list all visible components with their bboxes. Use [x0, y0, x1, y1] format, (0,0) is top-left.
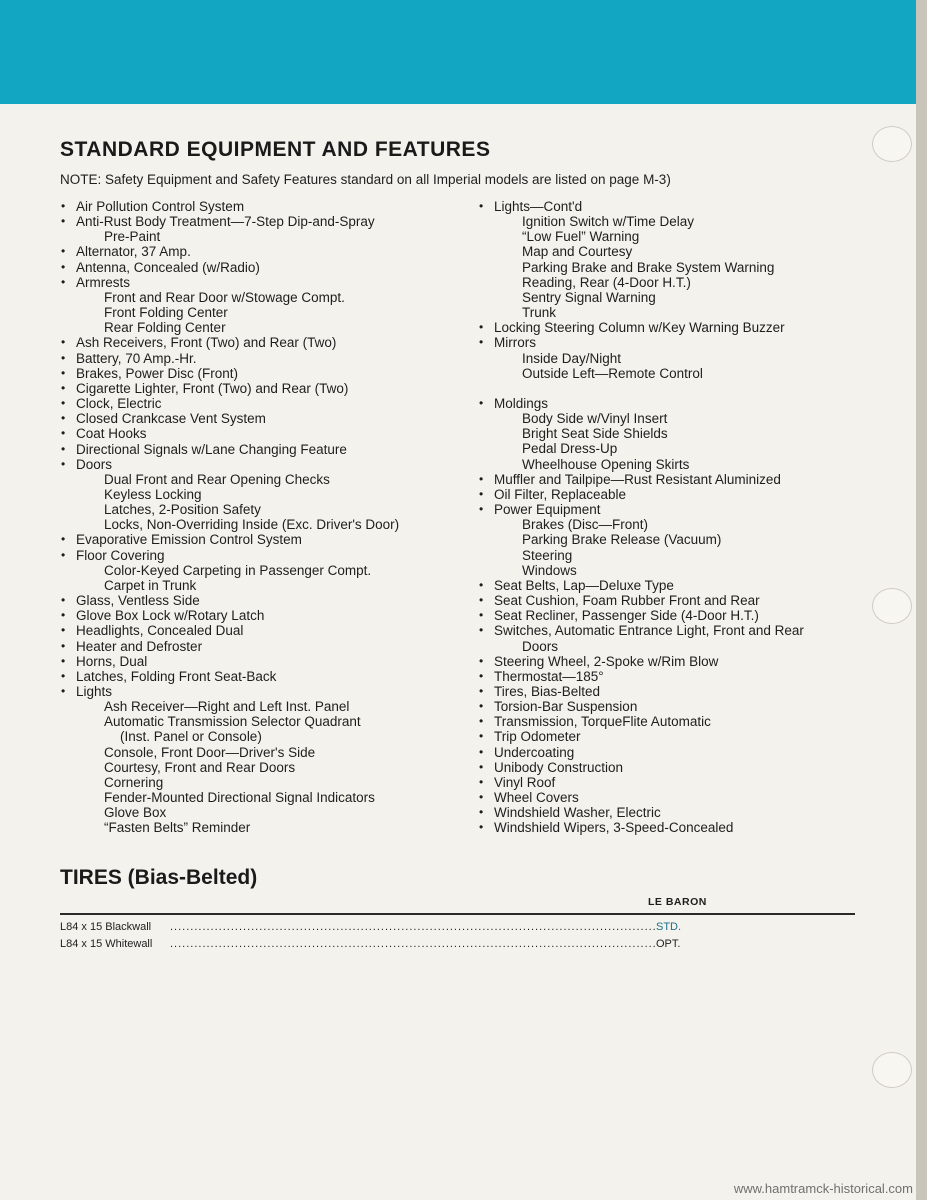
list-item: • Power Equipment	[478, 502, 878, 517]
list-item: • Glove Box Lock w/Rotary Latch	[60, 608, 470, 623]
list-subitem: Locks, Non-Overriding Inside (Exc. Driver's Door)	[104, 517, 400, 533]
list-subitem: Wheelhouse Opening Skirts	[522, 456, 690, 472]
list-item: • Ash Receivers, Front (Two) and Rear (Two)	[60, 335, 470, 350]
list-item: • Cigarette Lighter, Front (Two) and Rear (Two)	[60, 381, 470, 396]
list-item: • Battery, 70 Amp.-Hr.	[60, 351, 470, 366]
list-subitem: Ignition Switch w/Time Delay	[522, 214, 695, 230]
list-subitem: Ash Receiver—Right and Left Inst. Panel	[104, 699, 350, 715]
list-subitem: Map and Courtesy	[522, 244, 633, 260]
tires-column-header: LE BARON	[648, 896, 707, 908]
binder-hole	[872, 588, 912, 624]
list-subitem: Keyless Locking	[104, 486, 202, 502]
list-item: • Glass, Ventless Side	[60, 593, 470, 608]
list-item: • Heater and Defroster	[60, 639, 470, 654]
list-item: • Clock, Electric	[60, 396, 470, 411]
list-item: • Trip Odometer	[478, 729, 878, 744]
list-item: • Unibody Construction	[478, 760, 878, 775]
list-item: • Floor Covering	[60, 548, 470, 563]
list-subitem: Windows	[522, 562, 577, 578]
list-subitem: Latches, 2-Position Safety	[104, 502, 261, 518]
list-item: • Thermostat—185°	[478, 669, 878, 684]
list-subitem: (Inst. Panel or Console)	[120, 729, 262, 745]
list-item: • Wheel Covers	[478, 790, 878, 805]
list-subitem: Parking Brake and Brake System Warning	[522, 259, 775, 275]
list-subitem: Inside Day/Night	[522, 350, 622, 366]
list-subitem: Steering	[522, 547, 573, 563]
list-item: • Antenna, Concealed (w/Radio)	[60, 260, 470, 275]
list-item: • Switches, Automatic Entrance Light, Front and Rear	[478, 623, 878, 638]
list-subitem: Body Side w/Vinyl Insert	[522, 411, 668, 427]
list-item: • Headlights, Concealed Dual	[60, 623, 470, 638]
list-item: • Lights—Cont'd	[478, 199, 878, 214]
list-item: • Undercoating	[478, 745, 878, 760]
list-item: • Transmission, TorqueFlite Automatic	[478, 714, 878, 729]
list-subitem: Outside Left—Remote Control	[522, 365, 703, 381]
list-subitem: Pre-Paint	[104, 229, 161, 245]
list-subitem: Bright Seat Side Shields	[522, 426, 668, 442]
tires-section-title: TIRES (Bias-Belted)	[60, 866, 258, 889]
dot-leader: ........................................................................................................................	[170, 921, 657, 933]
list-item: • Locking Steering Column w/Key Warning Buzzer	[478, 320, 878, 335]
list-subitem: Carpet in Trunk	[104, 577, 197, 593]
list-subitem: Dual Front and Rear Opening Checks	[104, 471, 330, 487]
list-item: • Air Pollution Control System	[60, 199, 470, 214]
tire-name: L84 x 15 Blackwall	[60, 921, 152, 933]
list-item: • Steering Wheel, 2-Spoke w/Rim Blow	[478, 654, 878, 669]
list-subitem: Brakes (Disc—Front)	[522, 517, 649, 533]
list-item: • Brakes, Power Disc (Front)	[60, 366, 470, 381]
list-item: • Doors	[60, 457, 470, 472]
list-item: • Evaporative Emission Control System	[60, 532, 470, 547]
tire-name: L84 x 15 Whitewall	[60, 938, 153, 950]
list-subitem: Front Folding Center	[104, 305, 228, 321]
list-subitem: “Fasten Belts” Reminder	[104, 820, 251, 836]
list-item: • Windshield Washer, Electric	[478, 805, 878, 820]
list-item: • Moldings	[478, 396, 878, 411]
list-subitem: Fender-Mounted Directional Signal Indicators	[104, 790, 375, 806]
list-item: • Coat Hooks	[60, 426, 470, 441]
list-item: • Oil Filter, Replaceable	[478, 487, 878, 502]
page-title: STANDARD EQUIPMENT AND FEATURES	[60, 138, 491, 161]
dot-leader: ........................................................................................................................	[170, 938, 657, 950]
list-item: • Directional Signals w/Lane Changing Feature	[60, 442, 470, 457]
list-subitem: Sentry Signal Warning	[522, 289, 656, 305]
list-item: • Armrests	[60, 275, 470, 290]
list-subitem: Front and Rear Door w/Stowage Compt.	[104, 289, 345, 305]
binder-hole	[872, 126, 912, 162]
page-edge-strip	[916, 0, 927, 1200]
binder-hole	[872, 1052, 912, 1088]
list-subitem: Glove Box	[104, 805, 167, 821]
list-subitem: Parking Brake Release (Vacuum)	[522, 532, 722, 548]
list-subitem: Doors	[522, 638, 559, 654]
list-item: • Seat Recliner, Passenger Side (4-Door H.T.)	[478, 608, 878, 623]
list-subitem: Console, Front Door—Driver's Side	[104, 744, 316, 760]
list-item: • Horns, Dual	[60, 654, 470, 669]
list-item: • Latches, Folding Front Seat-Back	[60, 669, 470, 684]
list-item: • Mirrors	[478, 335, 878, 350]
list-item: • Torsion-Bar Suspension	[478, 699, 878, 714]
top-color-band	[0, 0, 916, 104]
list-item: • Vinyl Roof	[478, 775, 878, 790]
list-subitem: Courtesy, Front and Rear Doors	[104, 759, 296, 775]
list-subitem: Color-Keyed Carpeting in Passenger Compt.	[104, 562, 372, 578]
list-item: • Seat Belts, Lap—Deluxe Type	[478, 578, 878, 593]
list-subitem: Pedal Dress-Up	[522, 441, 618, 457]
list-item: • Anti-Rust Body Treatment—7-Step Dip-and-Spray	[60, 214, 470, 229]
list-subitem: Trunk	[522, 305, 557, 321]
list-item: • Seat Cushion, Foam Rubber Front and Rear	[478, 593, 878, 608]
watermark-url: www.hamtramck-historical.com	[733, 1181, 913, 1196]
list-subitem: Reading, Rear (4-Door H.T.)	[522, 274, 691, 290]
list-item: • Alternator, 37 Amp.	[60, 244, 470, 259]
list-subitem: Automatic Transmission Selector Quadrant	[104, 714, 361, 730]
tire-availability: STD.	[656, 921, 682, 933]
list-subitem: “Low Fuel” Warning	[522, 229, 640, 245]
equipment-list-left	[60, 199, 470, 836]
list-item: • Tires, Bias-Belted	[478, 684, 878, 699]
list-item: • Muffler and Tailpipe—Rust Resistant Aluminized	[478, 472, 878, 487]
tire-availability: OPT.	[656, 938, 681, 950]
list-item: • Closed Crankcase Vent System	[60, 411, 470, 426]
equipment-list-right	[478, 199, 878, 836]
list-spacer	[478, 381, 878, 396]
list-item: • Windshield Wipers, 3-Speed-Concealed	[478, 820, 878, 835]
safety-note: NOTE: Safety Equipment and Safety Features standard on all Imperial models are listed on page M-3)	[60, 172, 671, 187]
list-subitem: Rear Folding Center	[104, 320, 226, 336]
list-subitem: Cornering	[104, 774, 164, 790]
divider	[60, 913, 855, 915]
list-item: • Lights	[60, 684, 470, 699]
